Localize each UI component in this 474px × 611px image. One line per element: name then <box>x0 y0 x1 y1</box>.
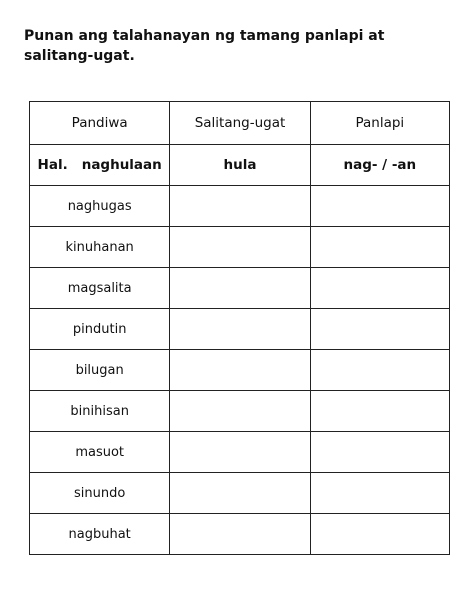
verb-cell: kinuhanan <box>30 227 170 268</box>
example-row <box>30 145 450 186</box>
affix-answer-cell[interactable] <box>310 309 449 350</box>
verb-cell: magsalita <box>30 268 170 309</box>
example-verb: naghulaan <box>81 157 162 173</box>
table-row <box>30 350 450 391</box>
affix-answer-cell[interactable] <box>310 350 449 391</box>
example-root: hula <box>170 145 310 186</box>
table-row <box>30 309 450 350</box>
verb-cell: pindutin <box>30 309 170 350</box>
verb-cell: naghugas <box>30 186 170 227</box>
root-answer-cell[interactable] <box>170 473 310 514</box>
header-pandiwa: Pandiwa <box>30 102 170 145</box>
root-answer-cell[interactable] <box>170 391 310 432</box>
affix-answer-cell[interactable] <box>310 432 449 473</box>
example-verb-cell <box>30 145 170 186</box>
table-row <box>30 227 450 268</box>
verb-cell: masuot <box>30 432 170 473</box>
verb-cell: binihisan <box>30 391 170 432</box>
affix-answer-cell[interactable] <box>310 473 449 514</box>
verb-cell: nagbuhat <box>30 514 170 555</box>
example-affix: nag- / -an <box>310 145 449 186</box>
root-answer-cell[interactable] <box>170 186 310 227</box>
table-row <box>30 432 450 473</box>
root-answer-cell[interactable] <box>170 514 310 555</box>
root-answer-cell[interactable] <box>170 227 310 268</box>
affix-answer-cell[interactable] <box>310 514 449 555</box>
table-row <box>30 391 450 432</box>
instructions-text: Punan ang talahanayan ng tamang panlapi at salitang-ugat. <box>24 28 385 64</box>
affix-answer-cell[interactable] <box>310 391 449 432</box>
header-salitang-ugat: Salitang-ugat <box>170 102 310 145</box>
table-row <box>30 268 450 309</box>
affix-answer-cell[interactable] <box>310 227 449 268</box>
root-answer-cell[interactable] <box>170 432 310 473</box>
header-panlapi: Panlapi <box>310 102 449 145</box>
table-row <box>30 514 450 555</box>
root-answer-cell[interactable] <box>170 350 310 391</box>
root-answer-cell[interactable] <box>170 309 310 350</box>
root-answer-cell[interactable] <box>170 268 310 309</box>
verb-cell: sinundo <box>30 473 170 514</box>
table-row <box>30 473 450 514</box>
verb-cell: bilugan <box>30 350 170 391</box>
example-prefix: Hal. <box>37 157 68 173</box>
table-row <box>30 186 450 227</box>
affix-answer-cell[interactable] <box>310 186 449 227</box>
header-row <box>30 102 450 145</box>
affix-answer-cell[interactable] <box>310 268 449 309</box>
worksheet-table <box>29 101 450 555</box>
